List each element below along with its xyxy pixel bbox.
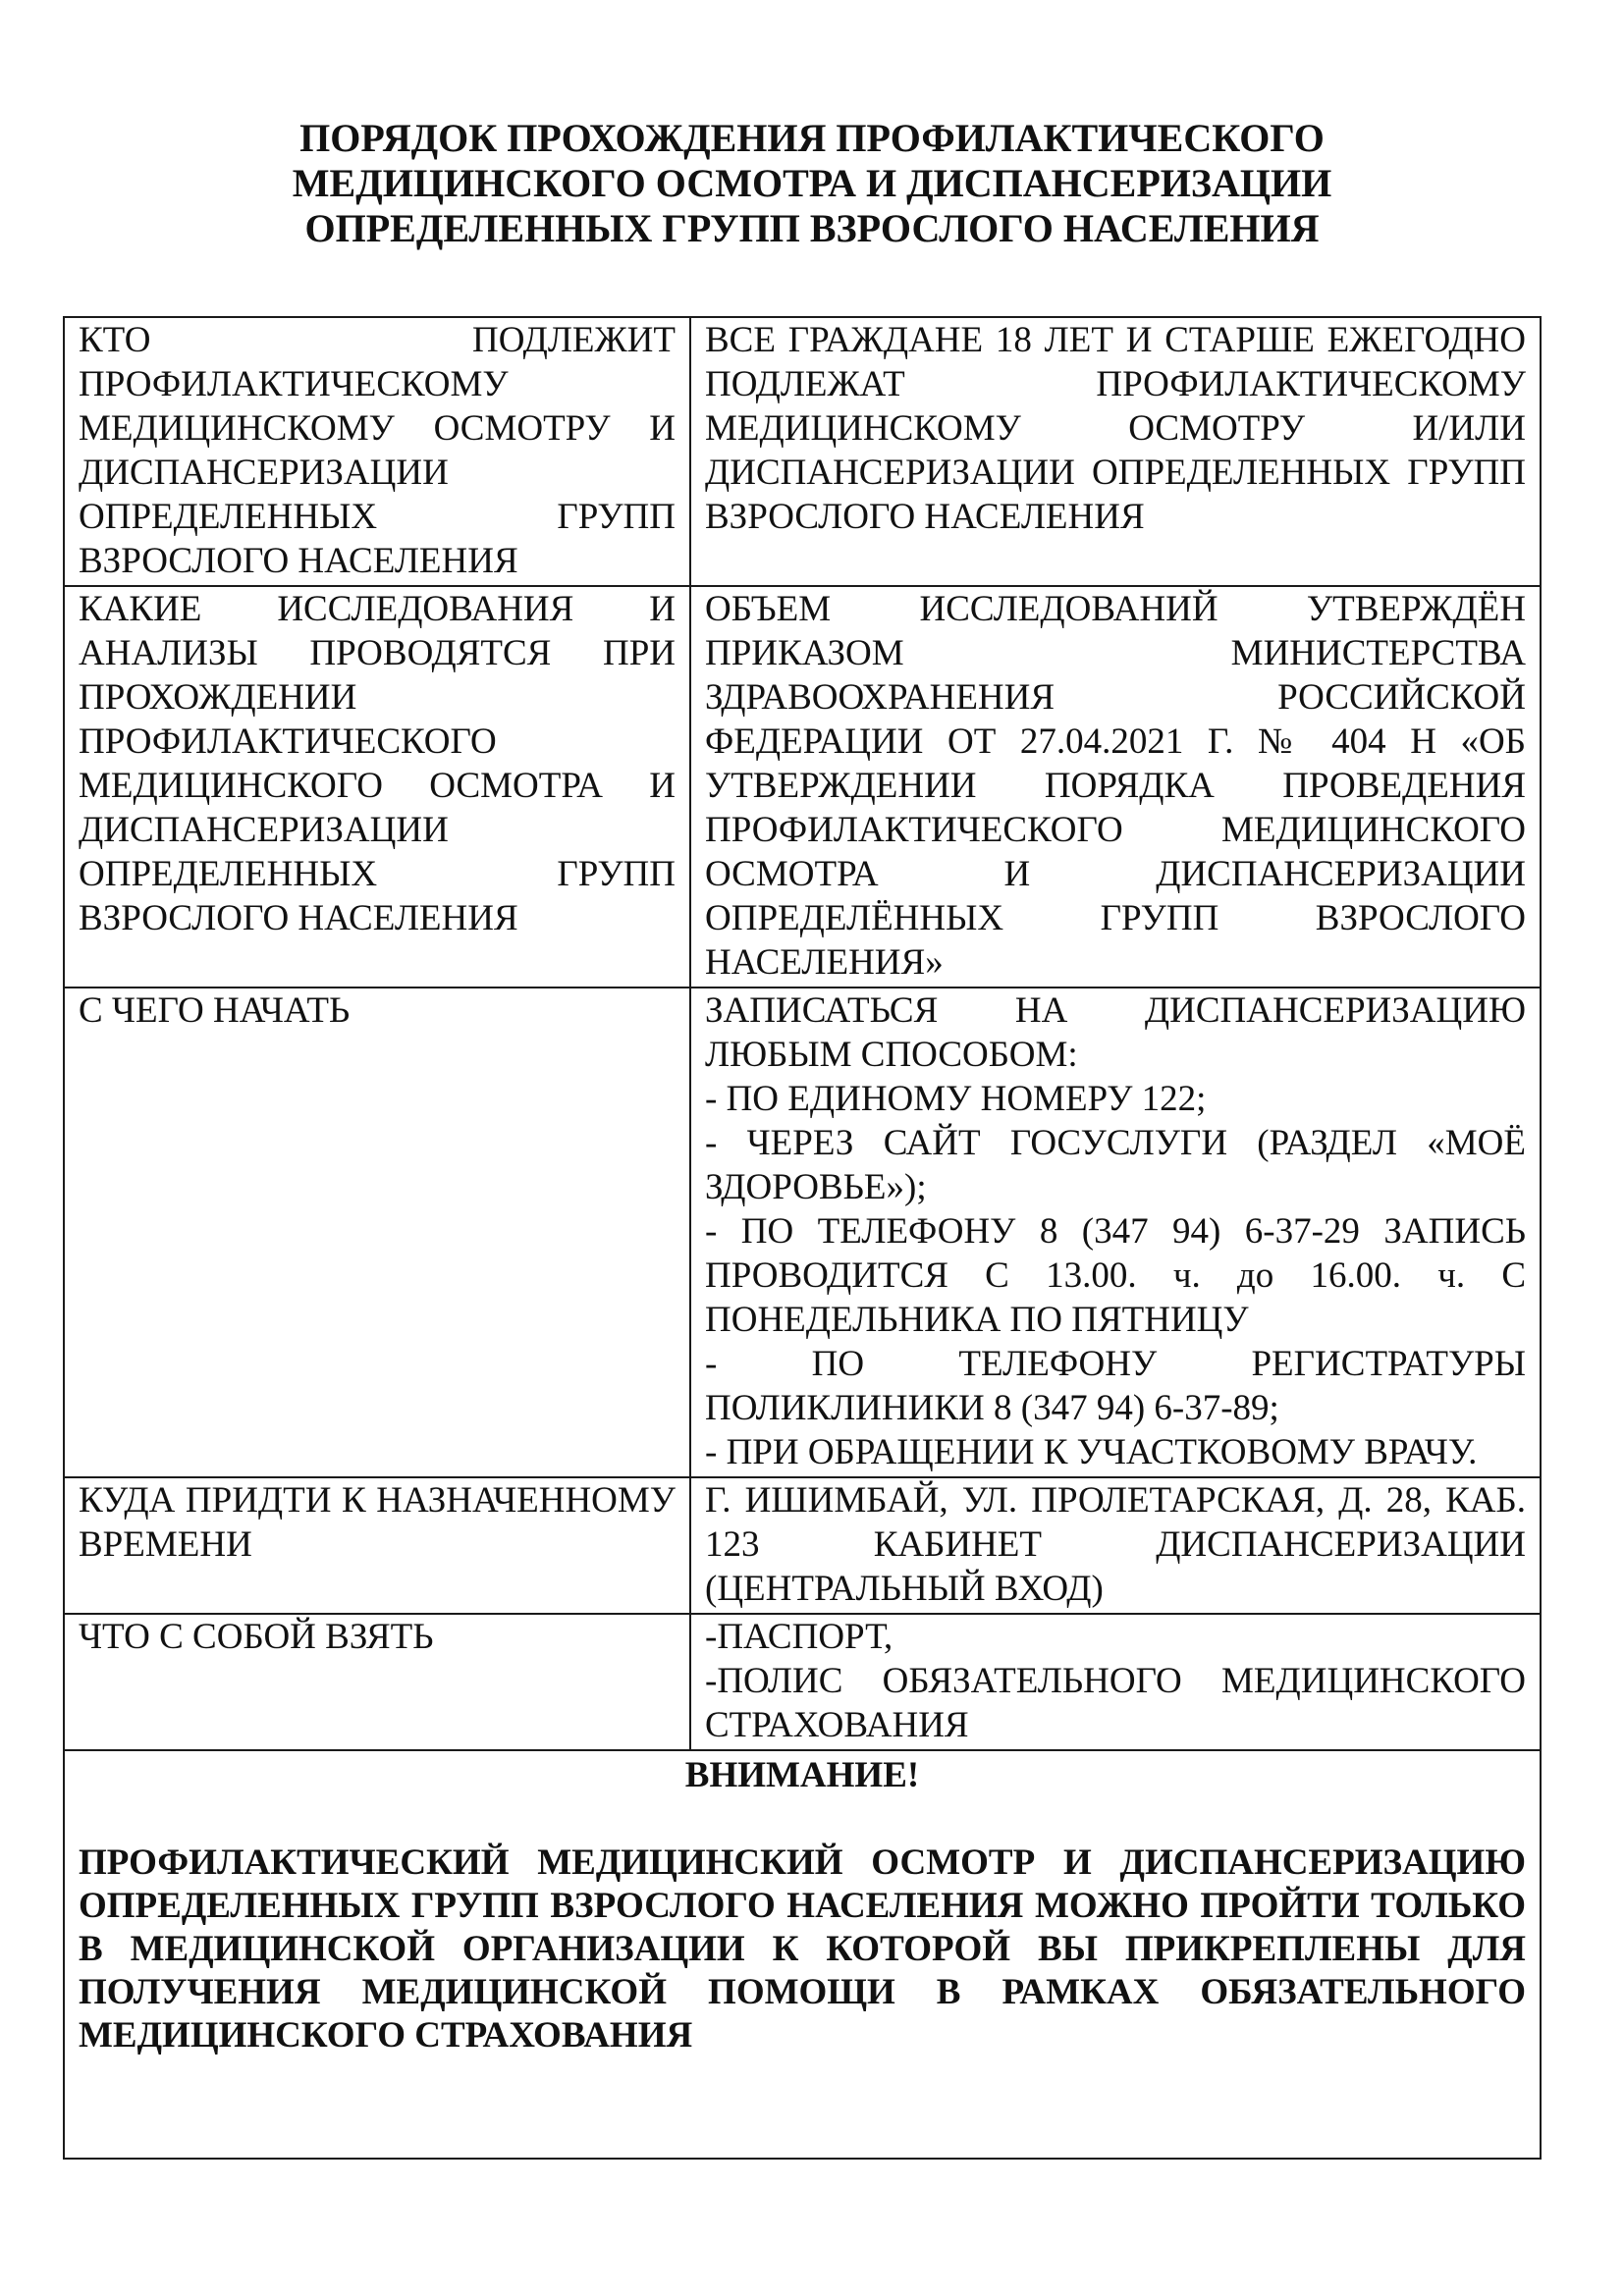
notice-text: ПРОФИЛАКТИЧЕСКИЙ МЕДИЦИНСКИЙ ОСМОТР И ДИСПАНСЕРИЗАЦИЮ ОПРЕДЕЛЕННЫХ ГРУПП ВЗРОСЛОГО НАСЕЛЕНИЯ МОЖНО ПРОЙТИ ТОЛЬКО В МЕДИЦИНСКОЙ ОРГАНИЗАЦИИ К КОТОРОЙ ВЫ ПРИКРЕПЛЕНЫ ДЛЯ ПОЛУЧЕНИЯ МЕДИЦИНСКОЙ ПОМОЩИ В РАМКАХ ОБЯЗАТЕЛЬНОГО МЕДИЦИНСКОГО СТРАХОВАНИЯ xyxy=(79,1842,1526,2056)
table-row xyxy=(64,317,1541,586)
answer-item: -ПАСПОРТ, xyxy=(705,1617,893,1657)
row-question: ЧТО С СОБОЙ ВЗЯТЬ xyxy=(64,1614,690,1750)
answer-item: - ПО ТЕЛЕФОНУ РЕГИСТРАТУРЫ ПОЛИКЛИНИКИ 8 (347 94) 6-37-89; xyxy=(705,1344,1526,1428)
row-answer: Г. ИШИМБАЙ, УЛ. ПРОЛЕТАРСКАЯ, Д. 28, КАБ. 123 КАБИНЕТ ДИСПАНСЕРИЗАЦИИ (ЦЕНТРАЛЬНЫЙ ВХОД) xyxy=(690,1477,1541,1614)
table-row xyxy=(64,988,1541,1477)
table-row xyxy=(64,586,1541,988)
answer-item: - ПО ТЕЛЕФОНУ 8 (347 94) 6-37-29 ЗАПИСЬ ПРОВОДИТСЯ С 13.00. ч. до 16.00. ч. С ПОНЕДЕЛЬНИКА ПО ПЯТНИЦУ xyxy=(705,1211,1526,1340)
row-question: КТО ПОДЛЕЖИТ ПРОФИЛАКТИЧЕСКОМУ МЕДИЦИНСКОМУ ОСМОТРУ И ДИСПАНСЕРИЗАЦИИ ОПРЕДЕЛЕННЫХ ГРУПП ВЗРОСЛОГО НАСЕЛЕНИЯ xyxy=(64,317,690,586)
answer-item: - ЧЕРЕЗ САЙТ ГОСУСЛУГИ (РАЗДЕЛ «МОЁ ЗДОРОВЬЕ»); xyxy=(705,1123,1526,1207)
title-line-2: МЕДИЦИНСКОГО ОСМОТРА И ДИСПАНСЕРИЗАЦИИ xyxy=(292,161,1332,205)
row-question: С ЧЕГО НАЧАТЬ xyxy=(64,988,690,1477)
row-answer: ВСЕ ГРАЖДАНЕ 18 ЛЕТ И СТАРШЕ ЕЖЕГОДНО ПОДЛЕЖАТ ПРОФИЛАКТИЧЕСКОМУ МЕДИЦИНСКОМУ ОСМОТРУ И/ИЛИ ДИСПАНСЕРИЗАЦИИ ОПРЕДЕЛЕННЫХ ГРУПП ВЗРОСЛОГО НАСЕЛЕНИЯ xyxy=(690,317,1541,586)
row-question: КУДА ПРИДТИ К НАЗНАЧЕННОМУ ВРЕМЕНИ xyxy=(64,1477,690,1614)
table-row xyxy=(64,1614,1541,1750)
answer-item: - ПО ЕДИНОМУ НОМЕРУ 122; xyxy=(705,1079,1207,1119)
info-table xyxy=(63,316,1542,2160)
answer-item: - ПРИ ОБРАЩЕНИИ К УЧАСТКОВОМУ ВРАЧУ. xyxy=(705,1432,1478,1472)
title-line-1: ПОРЯДОК ПРОХОЖДЕНИЯ ПРОФИЛАКТИЧЕСКОГО xyxy=(299,116,1325,160)
row-answer: ОБЪЕМ ИССЛЕДОВАНИЙ УТВЕРЖДЁН ПРИКАЗОМ МИНИСТЕРСТВА ЗДРАВООХРАНЕНИЯ РОССИЙСКОЙ ФЕДЕРАЦИИ ОТ 27.04.2021 Г. № 404 Н «ОБ УТВЕРЖДЕНИИ ПОРЯДКА ПРОВЕДЕНИЯ ПРОФИЛАКТИЧЕСКОГО МЕДИЦИНСКОГО ОСМОТРА И ДИСПАНСЕРИЗАЦИИ ОПРЕДЕЛЁННЫХ ГРУПП ВЗРОСЛОГО НАСЕЛЕНИЯ» xyxy=(690,586,1541,988)
table-row xyxy=(64,1477,1541,1614)
notice-row xyxy=(64,1750,1541,2159)
title-line-3: ОПРЕДЕЛЕННЫХ ГРУПП ВЗРОСЛОГО НАСЕЛЕНИЯ xyxy=(304,206,1320,250)
answer-item: -ПОЛИС ОБЯЗАТЕЛЬНОГО МЕДИЦИНСКОГО СТРАХОВАНИЯ xyxy=(705,1661,1526,1745)
row-question: КАКИЕ ИССЛЕДОВАНИЯ И АНАЛИЗЫ ПРОВОДЯТСЯ ПРИ ПРОХОЖДЕНИИ ПРОФИЛАКТИЧЕСКОГО МЕДИЦИНСКОГО ОСМОТРА И ДИСПАНСЕРИЗАЦИИ ОПРЕДЕЛЕННЫХ ГРУПП ВЗРОСЛОГО НАСЕЛЕНИЯ xyxy=(64,586,690,988)
notice-cell xyxy=(64,1750,1541,2159)
row-answer xyxy=(690,988,1541,1477)
document-title xyxy=(137,116,1487,251)
row-answer xyxy=(690,1614,1541,1750)
notice-heading: ВНИМАНИЕ! xyxy=(684,1755,920,1795)
answer-intro: ЗАПИСАТЬСЯ НА ДИСПАНСЕРИЗАЦИЮ ЛЮБЫМ СПОСОБОМ: xyxy=(705,990,1526,1075)
